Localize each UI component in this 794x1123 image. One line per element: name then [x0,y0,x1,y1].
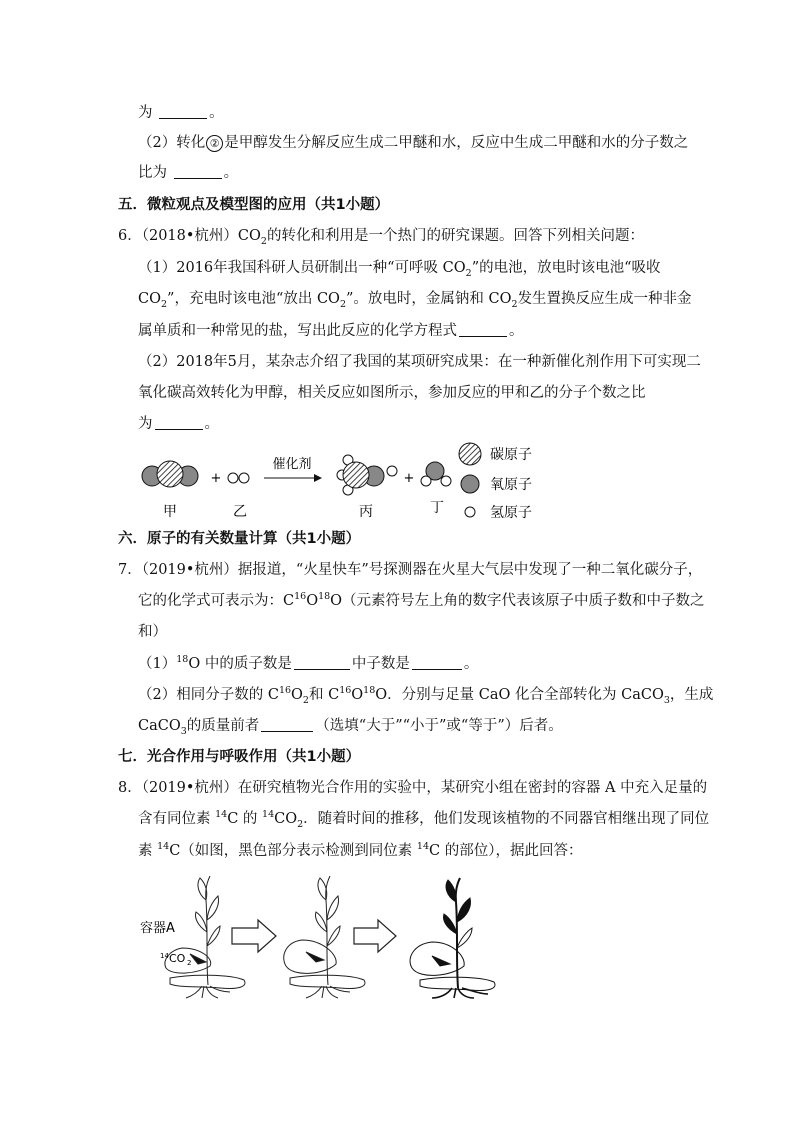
q5-continuation-line: 为 。 [138,105,224,121]
label-ding: 丁 [430,500,444,516]
q7-part2-line2: CaCO$_3$的质量前者 （选填“大于”“小于”或“等于”）后者。 [138,718,563,737]
section-heading-5: 五．微粒观点及模型图的应用（共1小题） [118,197,390,213]
q5-part2-line2: 比为 。 [138,165,239,181]
q7-part2: （2）相同分子数的 $C^{16}O_2$和 $C^{16}O^{18}O$．分别与足量 CaO 化合全部转化为 CaCO$_3$，生成 [138,685,714,706]
answer-blank[interactable] [412,655,462,670]
q6-part1-line2: $CO_2$”，充电时该电池“放出 $CO_2$”。放电时，金属钠和 $CO_2$发生置换反应生成一种非金 [138,291,692,310]
reaction-arrow [264,474,322,482]
label-yi: 乙 [233,504,247,520]
molecule-yi-h2 [228,473,249,483]
q8-line3: 素 $^{14}$C（如图，黑色部分表示检测到同位素 $^{14}$C 的部位），据此回答： [138,841,583,859]
co2-isotope-sup: 14 [160,952,169,960]
q6-part1-line1: （1）2016年我国科研人员研制出一种“可呼吸 $CO_2$”的电池，放电时该电池“吸收 [138,260,661,279]
plant-stage-3 [410,878,495,998]
arrow-right-icon [354,920,396,952]
answer-blank[interactable] [159,104,207,119]
q7-line3: 和） [138,624,167,640]
q6-heading: 6．（2018•杭州）$CO_2$的转化和利用是一个热门的研究课题。回答下列相关问题： [118,228,644,247]
plus-sign: + [403,471,415,486]
label-bing: 丙 [359,504,373,520]
legend-oxygen-label: 氧原子 [490,477,532,493]
legend-carbon-label: 碳原子 [490,447,532,463]
container-a-label: 容器A [140,921,175,936]
molecule-ding-water [421,462,451,486]
circled-number-2: ② [206,135,223,152]
arrow-right-icon [232,920,276,952]
q7-line2: 它的化学式可表示为：$C^{16}O^{18}O$（元素符号左上角的数字代表该原子中质子数和中子数之 [138,591,705,609]
q6-part1-line3: 属单质和一种常见的盐，写出此反应的化学方程式 。 [138,323,524,339]
molecule-jia-co2 [142,461,198,487]
q5-part2-line: （2）转化 ② 是甲醇发生分解反应生成二甲醚和水，反应中生成二甲醚和水的分子数之 [138,135,689,151]
q5-text: 为 [138,105,153,121]
legend [459,443,532,521]
section-heading-6: 六．原子的有关数量计算（共1小题） [118,531,361,547]
q8-line2: 含有同位素 $^{14}$C 的 $^{14}CO_2$．随着时间的推移，他们发现该植物的不同器官相继出现了同位 [138,809,710,830]
label-jia: 甲 [163,504,177,520]
answer-blank[interactable] [174,164,222,179]
answer-blank[interactable] [294,655,350,670]
molecule-bing-methanol [337,455,397,495]
co2-label: CO [169,952,186,965]
answer-blank[interactable] [459,322,507,337]
legend-oxygen-symbol [461,475,479,493]
plant-experiment-figure [140,870,520,1000]
plus-sign: + [210,471,222,486]
legend-hydrogen-label: 氢原子 [490,505,532,521]
q8-heading: 8．（2019•杭州）在研究植物光合作用的实验中，某研究小组在密封的容器 A 中充入足量的 [118,780,708,796]
q6-part2-line3: 为 。 [138,416,219,432]
section-heading-7: 七．光合作用与呼吸作用（共1小题） [118,749,361,765]
answer-blank[interactable] [261,717,313,732]
catalyst-label: 催化剂 [272,457,312,472]
legend-carbon-symbol [459,443,481,465]
reaction-diagram [130,438,550,524]
legend-hydrogen-symbol [465,507,475,517]
answer-blank[interactable] [155,415,203,430]
q6-part2-line2: 氧化碳高效转化为甲醇，相关反应如图所示，参加反应的甲和乙的分子个数之比 [138,385,646,401]
co2-subscript: 2 [187,959,192,967]
q6-part2-line1: （2）2018年5月，某杂志介绍了我国的某项研究成果：在一种新催化剂作用下可实现二 [138,354,701,370]
q7-heading: 7．（2019•杭州）据报道，“火星快车”号探测器在火星大气层中发现了一种二氧化碳分子， [118,562,703,578]
plant-stage-2 [284,876,365,998]
q7-part1: $(1)^{18}O$ 中的质子数是 中子数是 。 [138,654,479,672]
